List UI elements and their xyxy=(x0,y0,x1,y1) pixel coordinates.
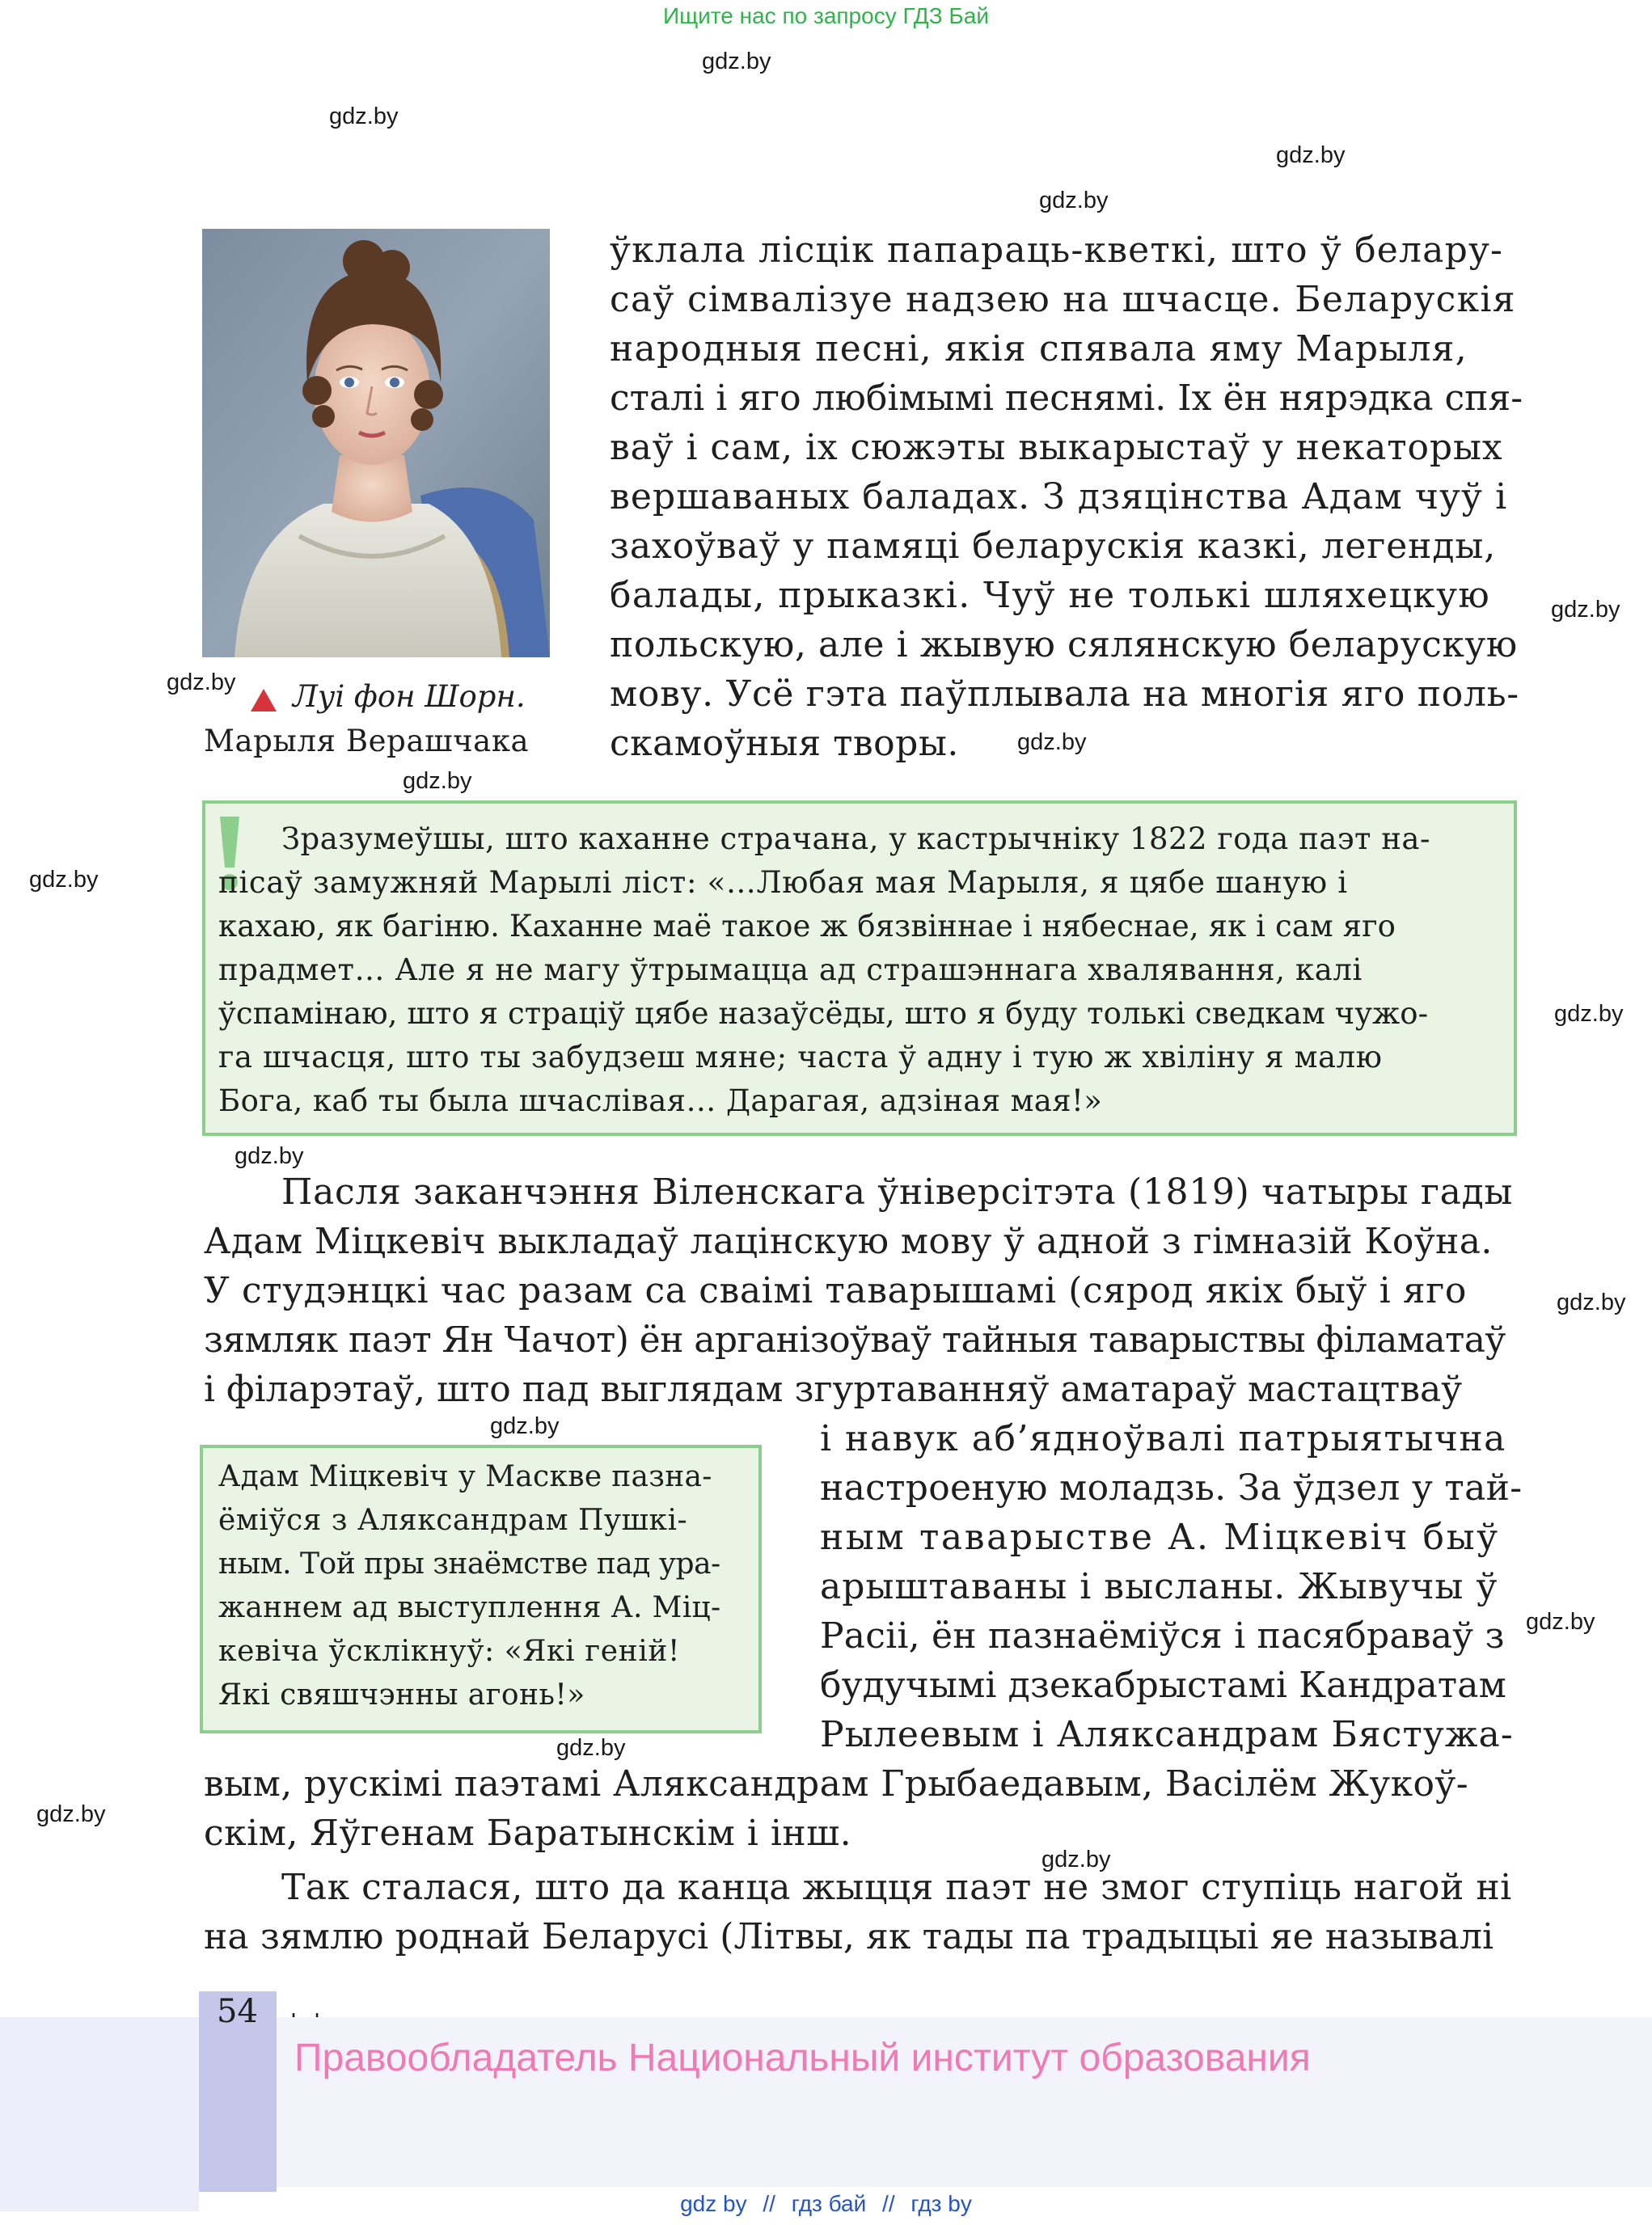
text-line: Так сталася, што да канца жыцця паэт не змог ступіць нагой ні xyxy=(281,1867,1512,1908)
link-separator: // xyxy=(763,2191,775,2216)
text-line: Адам Міцкевіч выкладаў лацінскую мову ў адной з гімназій Коўна. xyxy=(204,1221,1493,1262)
watermark: gdz.by xyxy=(1526,1609,1595,1635)
note-line: ным. Той пры знаёмстве пад ура- xyxy=(218,1547,720,1581)
text-line: зямляк паэт Ян Чачот) ён арганізоўваў тайныя таварыствы філаматаў xyxy=(204,1319,1506,1361)
portrait-image xyxy=(202,229,550,657)
text-line: ваў і сам, іх сюжэты выкарыстаў у некаторых xyxy=(610,427,1503,468)
text-line: У студэнцкі час разам са сваімі таварышамі (сярод якіх быў і яго xyxy=(204,1270,1467,1311)
page-number: 54 xyxy=(217,1993,258,2030)
quote-line: кахаю, як багіню. Каханне маё такое ж бязвіннае і нябеснае, як і сам яго xyxy=(218,909,1396,944)
note-line: Які свяшчэнны агонь!» xyxy=(218,1678,585,1712)
text-line: саў сімвалізуе надзею на шчасце. Беларускія xyxy=(610,279,1516,320)
note-line: Адам Міцкевіч у Маскве пазна- xyxy=(218,1460,712,1493)
watermark: gdz.by xyxy=(167,669,236,695)
watermark: gdz.by xyxy=(556,1735,626,1761)
watermark: gdz.by xyxy=(702,49,771,74)
caption-title: Марыля Верашчака xyxy=(204,724,530,758)
link-gdz-bai[interactable]: гдз бай xyxy=(791,2191,867,2216)
watermark: gdz.by xyxy=(490,1413,560,1439)
note-line: кевіча ўсклікнуў: «Які геній! xyxy=(218,1635,681,1668)
text-line: арыштаваны і высланы. Жывучы ў xyxy=(820,1566,1498,1607)
text-line: народныя песні, якія спявала яму Марыля, xyxy=(610,328,1468,369)
quote-line: прадмет… Але я не магу ўтрымацца ад страшэннага хвалявання, калі xyxy=(218,952,1363,987)
text-line: і навук аб’ядноўвалі патрыятычна xyxy=(820,1418,1506,1459)
note-line: жаннем ад выступлення А. Міц- xyxy=(218,1591,721,1624)
note-line: ёміўся з Аляксандрам Пушкі- xyxy=(218,1504,688,1537)
text-line: захоўваў у памяці беларускія казкі, легенды, xyxy=(610,526,1497,567)
top-banner[interactable]: Ищите нас по запросу ГДЗ Бай xyxy=(662,3,990,28)
text-line: настроеную моладзь. За ўдзел у тай- xyxy=(820,1467,1523,1509)
quote-line: га шчасця, што ты забудзеш мяне; часта ў адну і тую ж хвіліну я малю xyxy=(218,1040,1383,1075)
text-line: будучымі дзекабрыстамі Кандратам xyxy=(820,1665,1506,1706)
watermark: gdz.by xyxy=(329,103,399,129)
quote-line: пісаў замужняй Марылі ліст: «…Любая мая Марыля, я цябе шаную і xyxy=(218,865,1348,900)
text-line: скамоўныя творы. xyxy=(610,723,959,764)
link-separator: // xyxy=(882,2191,895,2216)
watermark: gdz.by xyxy=(234,1143,304,1169)
text-line: на зямлю роднай Беларусі (Літвы, як тады па традыцыі яе называлі xyxy=(204,1916,1494,1957)
watermark: gdz.by xyxy=(403,768,472,794)
text-line: Рылеевым і Аляксандрам Бястужа- xyxy=(820,1714,1514,1755)
copyright-notice: Правообладатель Национальный институт образования xyxy=(294,2037,1311,2079)
text-line: скім, Яўгенам Баратынскім і інш. xyxy=(204,1813,852,1854)
footer-background xyxy=(0,2017,199,2211)
text-line: Расіі, ён пазнаёміўся і пасябраваў з xyxy=(820,1615,1505,1657)
text-line: польскую, але і жывую сялянскую беларускую xyxy=(610,624,1518,665)
watermark: gdz.by xyxy=(36,1801,106,1827)
quote-line: Зразумеўшы, што каханне страчана, у кастрычніку 1822 года паэт на- xyxy=(281,821,1430,856)
text-line: Пасля заканчэння Віленскага ўніверсітэта (1819) чатыры гады xyxy=(281,1172,1514,1213)
link-gdz-by[interactable]: gdz by xyxy=(680,2191,747,2216)
text-line: і філарэтаў, што пад выглядам згуртаванняў аматараў мастацтваў xyxy=(204,1369,1463,1410)
bottom-links xyxy=(0,2191,1652,2217)
text-line: сталі і яго любімымі песнямі. Іх ён нярэдка спя- xyxy=(610,378,1523,419)
text-line: вым, рускімі паэтамі Аляксандрам Грыбаедавым, Васілём Жукоў- xyxy=(204,1763,1468,1805)
link-gdz-by-ru[interactable]: гдз by xyxy=(911,2191,972,2216)
quote-line: Бога, каб ты была шчаслівая… Дарагая, адзіная мая!» xyxy=(218,1083,1103,1118)
watermark: gdz.by xyxy=(29,867,99,893)
watermark: gdz.by xyxy=(1017,729,1087,755)
text-line: мову. Усё гэта паўплывала на многія яго поль- xyxy=(610,673,1519,715)
watermark: gdz.by xyxy=(1557,1290,1626,1315)
caption-author: Луі фон Шорн. xyxy=(293,679,526,714)
quote-line: ўспамінаю, што я страціў цябе назаўсёды, што я буду толькі сведкам чужо- xyxy=(218,996,1429,1031)
text-line: ўклала лісцік папараць-кветкі, што ў белару- xyxy=(610,230,1504,271)
watermark: gdz.by xyxy=(1551,597,1620,623)
watermark: gdz.by xyxy=(1041,1847,1111,1872)
watermark: gdz.by xyxy=(1554,1001,1624,1027)
watermark: gdz.by xyxy=(1276,142,1346,168)
watermark: gdz.by xyxy=(1039,188,1109,213)
text-line: вершаваных баладах. З дзяцінства Адам чуў і xyxy=(610,476,1508,517)
caption-marker-icon xyxy=(251,689,277,711)
text-line: балады, прыказкі. Чуў не толькі шляхецкую xyxy=(610,575,1491,616)
text-line: ным таварыстве А. Міцкевіч быў xyxy=(820,1517,1500,1558)
